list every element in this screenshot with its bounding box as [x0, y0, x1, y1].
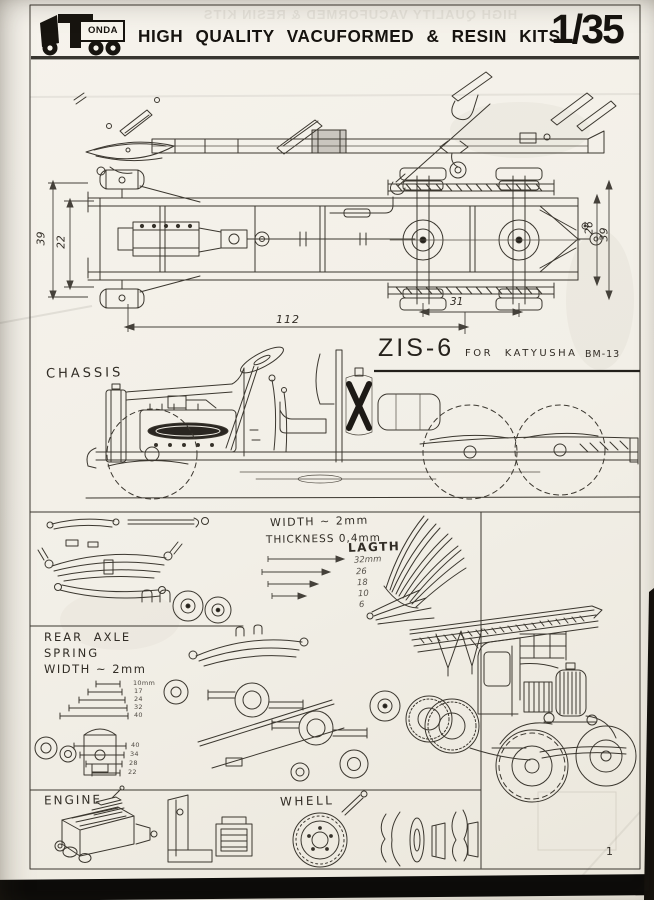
leaf-length-value: 32	[134, 703, 143, 711]
katyusha-truck-drawing	[406, 606, 636, 802]
rear-axle-label-line2: SPRING	[44, 646, 100, 660]
model-title: ZIS-6	[378, 334, 455, 362]
spring-width-label: WIDTH ~ 2mm	[269, 513, 369, 530]
bleed-through-title: HIGH QUALITY VACUFORMED & RESIN KITS	[202, 7, 518, 22]
exploded-parts-drawing	[74, 72, 616, 194]
dimension-lines	[48, 181, 612, 334]
leaf-length-value: 40	[134, 711, 143, 719]
leaf-blade-fan-drawing	[367, 516, 466, 624]
leaf-length-value: 17	[134, 687, 143, 695]
chassis-side-view-drawing	[87, 343, 638, 499]
spring-length-arrows	[262, 556, 344, 599]
leaf-length-value: 24	[134, 695, 143, 703]
spring-length-value: 18	[356, 577, 369, 589]
model-code: BM-13	[585, 349, 621, 360]
spring-length-value: 10	[357, 588, 370, 600]
leaf-length-front-value: 40	[131, 741, 140, 749]
dim-bottom-bogie: 31	[450, 296, 464, 308]
scale-badge: 1/35	[551, 6, 623, 52]
leaf-length-front-value: 28	[129, 759, 138, 767]
leaf-length-front-value: 22	[128, 768, 137, 776]
dim-left-inner: 22	[55, 235, 68, 249]
rear-axle-label-line1: REAR AXLE	[44, 630, 132, 644]
model-subtitle: FOR KATYUSHA	[465, 348, 578, 359]
page-title: HIGH QUALITY VACUFORMED & RESIN KITS	[138, 26, 561, 46]
spring-length-value: 32mm	[353, 554, 382, 566]
dim-right-outer: 39	[597, 227, 611, 242]
dim-bottom-total: 112	[276, 313, 300, 326]
chassis-label: CHASSIS	[45, 365, 124, 382]
engine-label: ENGINE	[43, 792, 103, 808]
spring-thickness-label: THICKNESS 0,4mm	[265, 531, 382, 547]
rear-axle-label-line3: WIDTH ~ 2mm	[44, 662, 147, 676]
leaf-length-front-value: 34	[130, 750, 139, 758]
dim-right-inner: 26	[583, 221, 596, 235]
wheel-label: WHELL	[279, 793, 335, 809]
spring-length-value: 26	[355, 566, 368, 578]
dim-left-outer: 39	[34, 231, 48, 246]
chassis-plan-view-drawing	[88, 168, 602, 310]
leaf-length-value: 10mm	[133, 679, 156, 687]
brand-name: ONDA	[88, 25, 118, 36]
spring-length-label: LAGTH	[347, 539, 401, 555]
spring-length-value: 6	[358, 599, 365, 611]
page-number: 1	[606, 845, 613, 858]
